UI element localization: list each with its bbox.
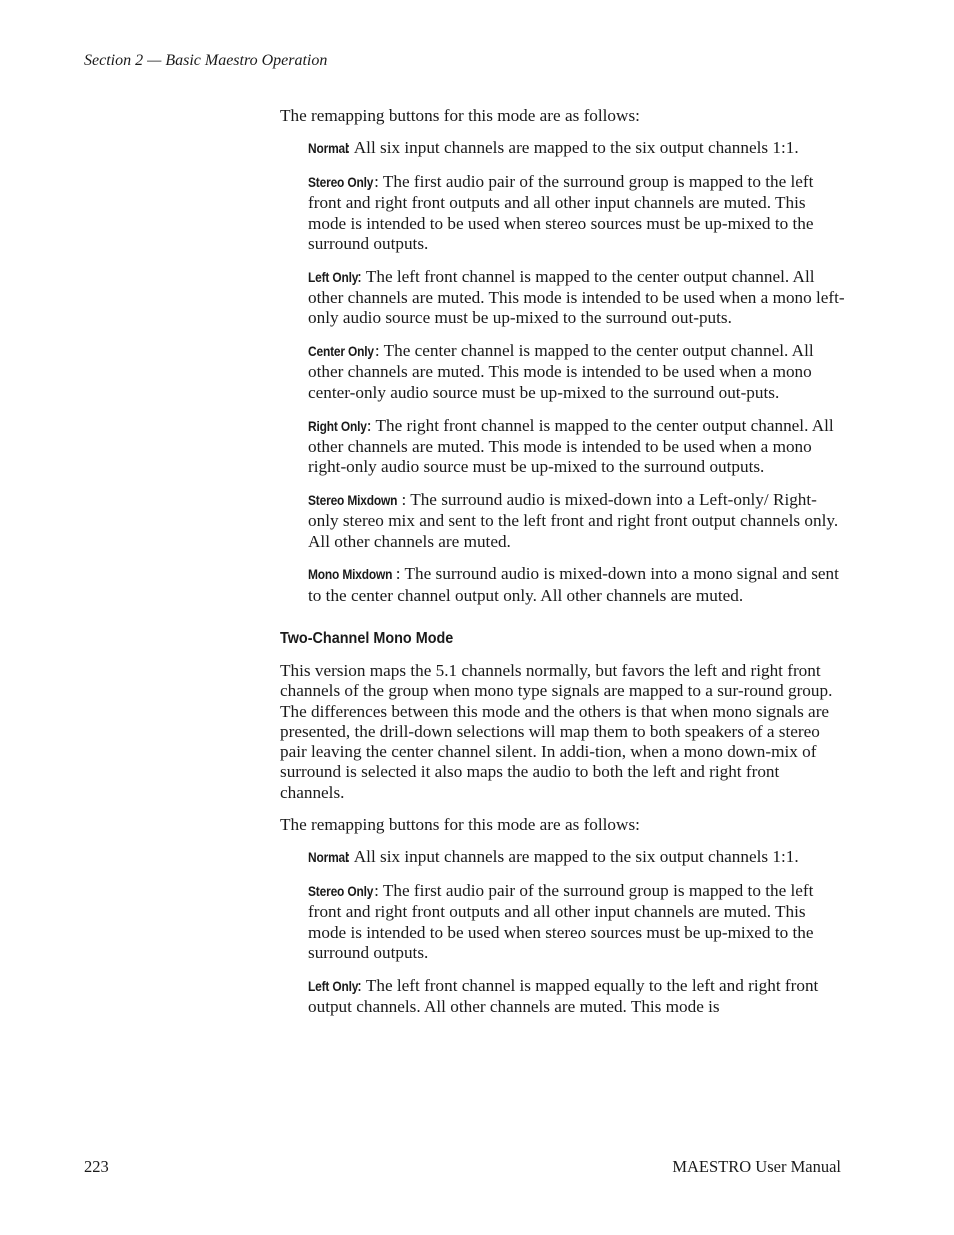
definition-term: Center Only [308, 344, 374, 360]
definition-text: : The left front channel is mapped equally to the left and right front output channels. All other channels are muted. This mode is [308, 975, 819, 1017]
definition-text: : All six input channels are mapped to the six output channels 1:1. [345, 138, 799, 158]
definition-term: Left Only [308, 978, 359, 994]
definition-term: Right Only [308, 418, 367, 434]
definition-text: : The center channel is mapped to the center output channel. All other channels are muted. This mode is intended to be used when a mono center-only audio source must be up-mixed to the surround out-puts. [308, 341, 814, 402]
definition-entry [308, 564, 845, 606]
definition-term: Normal [308, 850, 349, 866]
manual-title: MAESTRO User Manual [672, 1157, 841, 1176]
definition-text: : The left front channel is mapped to the center output channel. All other channels are muted. This mode is intended to be used when a mono left-only audio source must be up-mixed to the surround out-puts. [308, 266, 845, 328]
definition-term: Left Only [308, 269, 359, 285]
definition-text: : The first audio pair of the surround group is mapped to the left front and right front outputs and all other input channels are muted. This mode is intended to be used when stereo sources must be up-mixed to the surround outputs. [308, 881, 814, 962]
definition-text: : All six input channels are mapped to the six output channels 1:1. [345, 847, 799, 867]
page-number: 223 [84, 1157, 109, 1176]
definition-entry [308, 490, 845, 552]
definition-text: : The right front channel is mapped to the center output channel. All other channels are muted. This mode is intended to be used when a mono right-only audio source must be up-mixed to the surround outputs. [308, 415, 834, 477]
page-content [280, 106, 845, 1030]
definition-entry [308, 138, 845, 159]
section-heading: Two-Channel Mono Mode [280, 629, 454, 647]
definition-entry [308, 416, 845, 478]
body-paragraph: This version maps the 5.1 channels normally, but favors the left and right front channels of the group when mono type signals are mapped to a sur-round group. The differences between this mode and the others is that when mono signals are presented, the drill-down selections will map them to both speakers of a stereo pair leaving the center channel silent. In addi-tion, when a mono down-mix of surround is selected it also maps the audio to both the left and right front channels. [280, 660, 833, 802]
definition-text: : The surround audio is mixed-down into a Left-only/ Right-only stereo mix and sent to the left front and right front output channels only. All other channels are muted. [308, 489, 839, 551]
definition-entry [308, 847, 845, 868]
definition-entry [308, 976, 845, 1018]
definition-entry [308, 881, 845, 963]
definition-entry [308, 172, 845, 254]
definition-text: : The surround audio is mixed-down into a mono signal and sent to the center channel output only. All other channels are muted. [308, 564, 839, 605]
definition-term: Mono Mixdown [308, 567, 393, 583]
intro-paragraph: The remapping buttons for this mode are as follows: [280, 106, 640, 125]
definition-entry [308, 341, 845, 403]
definition-text: : The first audio pair of the surround group is mapped to the left front and right front outputs and all other input channels are muted. This mode is intended to be used when stereo sources must be up-mixed to the surround outputs. [308, 172, 814, 253]
definition-term: Stereo Only [308, 884, 374, 900]
definition-term: Stereo Only [308, 175, 374, 191]
definition-entry [308, 267, 845, 329]
intro-paragraph: The remapping buttons for this mode are as follows: [280, 815, 640, 835]
running-header: Section 2 — Basic Maestro Operation [84, 52, 328, 69]
definition-term: Normal [308, 141, 349, 157]
definition-term: Stereo Mixdown [308, 492, 398, 508]
